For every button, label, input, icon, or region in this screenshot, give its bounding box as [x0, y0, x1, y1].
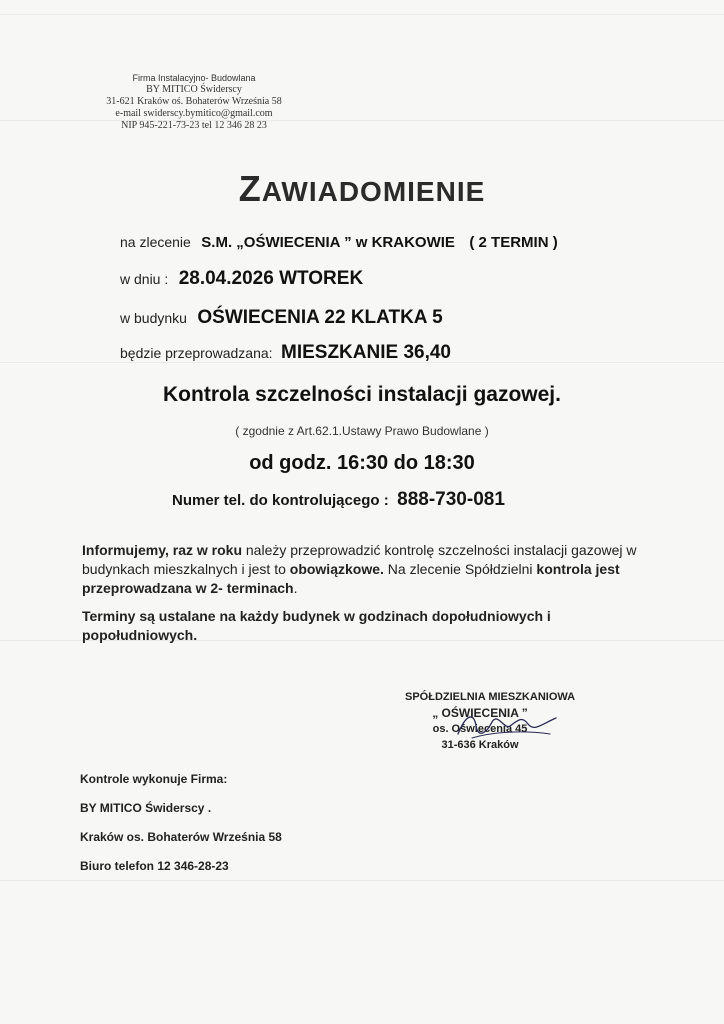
- scan-artifact: [0, 14, 724, 15]
- schedule-paragraph: Terminy są ustalane na każdy budynek w godzinach dopołudniowych i popołudniowych.: [82, 608, 551, 643]
- stamp-line: SPÓŁDZIELNIA MIESZKANIOWA: [405, 691, 576, 703]
- building-label: w budynku: [120, 310, 187, 326]
- apartments-row: [120, 342, 451, 364]
- stamp-line: 31-636 Kraków: [441, 739, 519, 751]
- info-paragraph: [82, 541, 652, 598]
- date-value: 28.04.2026 WTOREK: [178, 268, 364, 289]
- inspector-phone-label: Numer tel. do kontrolującego :: [172, 492, 389, 509]
- building-row: [120, 307, 443, 329]
- handwritten-signature: [452, 704, 562, 744]
- footer-line: Kraków os. Bohaterów Września 58: [80, 830, 282, 844]
- company-header-line: NIP 945-221-73-23 tel 12 346 28 23: [121, 120, 267, 131]
- title-initial: Z: [238, 168, 262, 209]
- inspection-subject: Kontrola szczelności instalacji gazowej.: [163, 383, 561, 406]
- footer-line: BY MITICO Świderscy .: [80, 801, 212, 815]
- info-part: obowiązkowe.: [289, 561, 384, 577]
- stamp-line: „ OŚWIECENIA ”: [432, 706, 528, 720]
- company-header: [84, 72, 304, 132]
- company-header-line: 31-621 Kraków oś. Bohaterów Września 58: [106, 96, 282, 107]
- commission-client: S.M. „OŚWIECENIA ” w KRAKOWIE: [201, 234, 455, 251]
- apartments-value: MIESZKANIE 36,40: [281, 342, 451, 363]
- date-row: [120, 268, 363, 290]
- info-part: Informujemy, raz w roku: [82, 542, 242, 558]
- legal-note: ( zgodnie z Art.62.1.Ustawy Prawo Budowlane ): [235, 424, 489, 438]
- info-part: .: [293, 580, 298, 596]
- inspector-phone-row: [172, 489, 505, 511]
- info-part: Na zlecenie Spółdzielni: [383, 561, 537, 577]
- building-value: OŚWIECENIA 22 KLATKA 5: [197, 307, 443, 328]
- commission-label: na zlecenie: [120, 234, 191, 250]
- info-part: kontrola jest przeprowadzana w 2- terminach: [82, 561, 620, 596]
- footer-line: Biuro telefon 12 346-28-23: [80, 859, 229, 873]
- title-rest: AWIADOMIENIE: [261, 176, 486, 207]
- footer-line: Kontrole wykonuje Firma:: [80, 772, 228, 786]
- stamp-line: os. Oświecenia 45: [432, 723, 528, 735]
- commission-row: [120, 234, 558, 252]
- contractor-footer: [80, 772, 480, 888]
- company-header-line: BY MITICO Świderscy: [146, 84, 242, 95]
- date-label: w dniu :: [120, 271, 169, 287]
- company-header-line: e-mail swiderscy.bymitico@gmail.com: [115, 108, 273, 119]
- apartments-label: będzie przeprowadzana:: [120, 345, 273, 361]
- commission-term: ( 2 TERMIN ): [469, 234, 558, 251]
- inspection-hours: od godz. 16:30 do 18:30: [249, 452, 475, 474]
- company-header-line: Firma Instalacyjno- Budowlana: [132, 73, 256, 83]
- info-part: należy przeprowadzić kontrolę szczelności instalacji gazowej w budynkach mieszkalnych i jest to: [82, 542, 637, 577]
- inspector-phone-number: 888-730-081: [397, 489, 505, 510]
- document-title: [0, 168, 724, 210]
